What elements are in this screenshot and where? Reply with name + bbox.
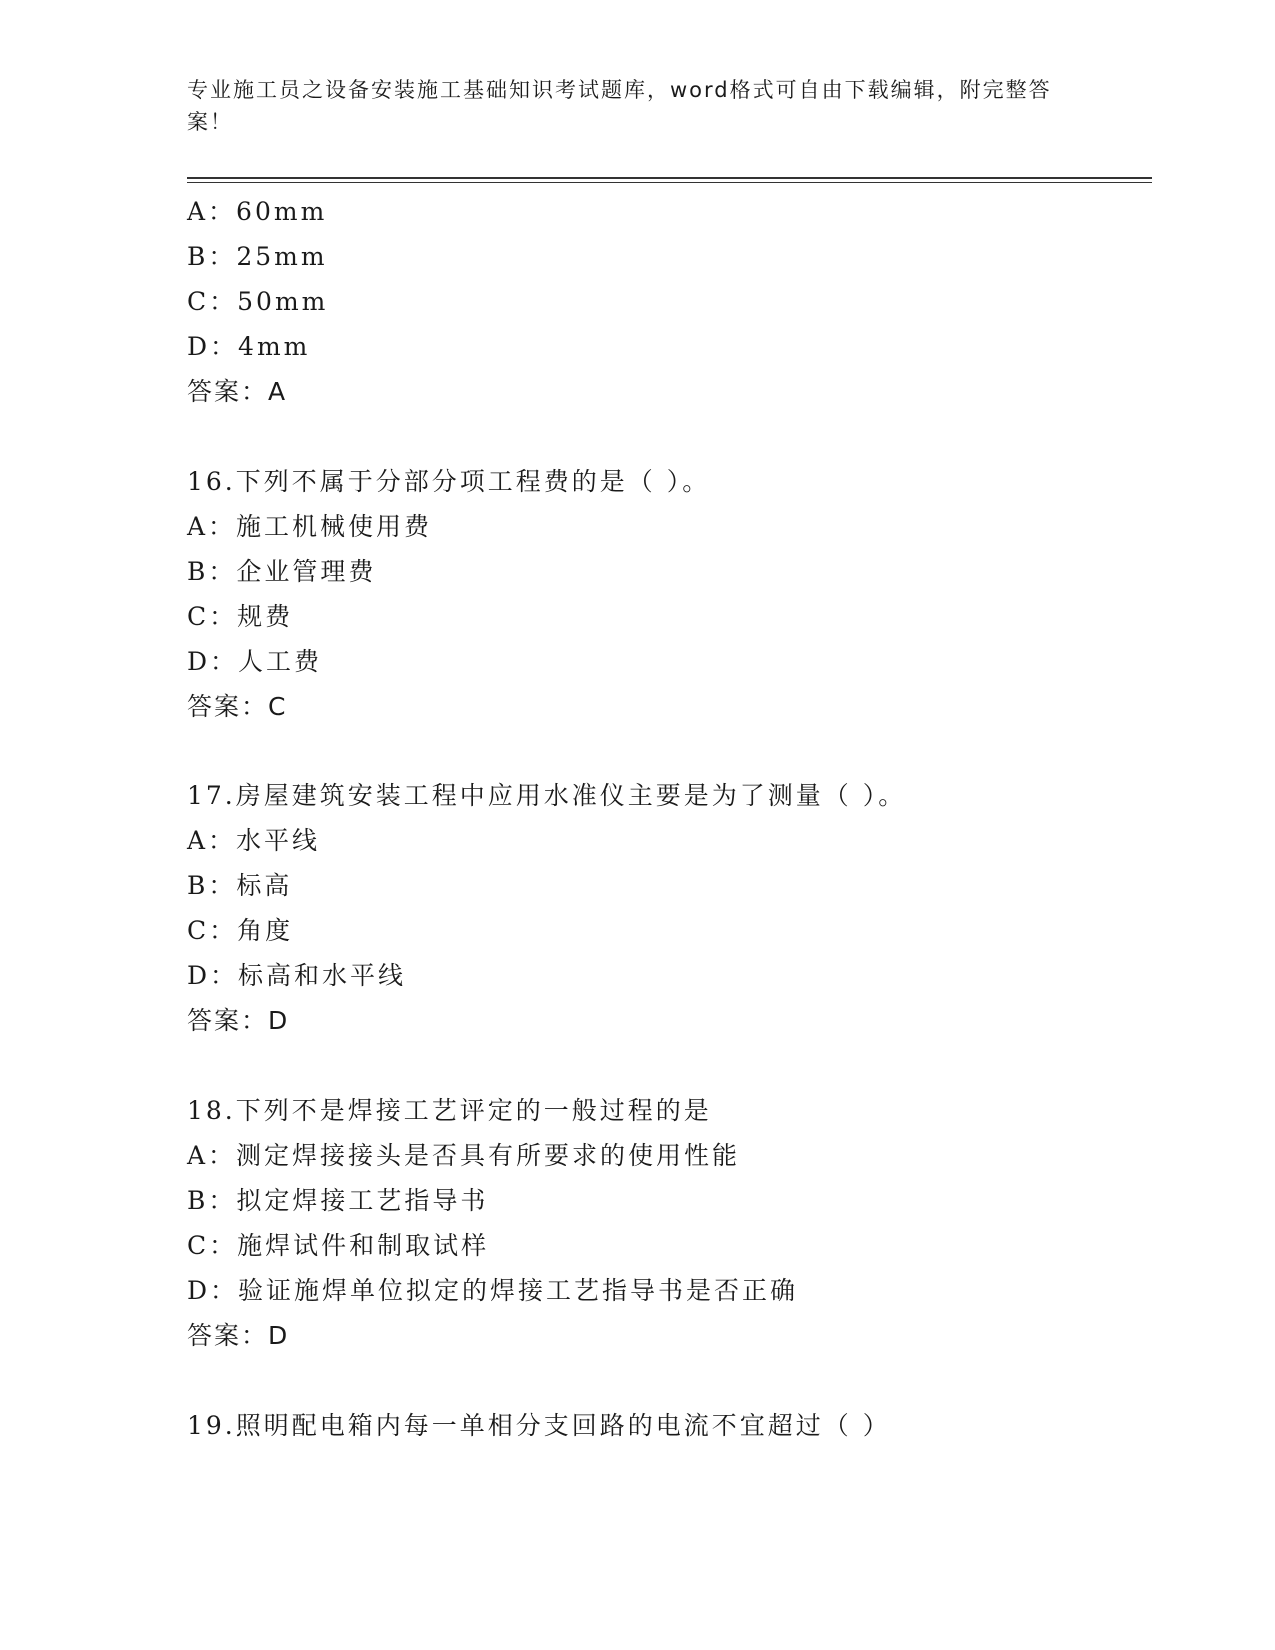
q16-option-a: A：施工机械使用费 [187,512,433,541]
q18-option-b: B：拟定焊接工艺指导书 [187,1186,489,1215]
header-divider-thin [187,182,1152,183]
q16-option-b: B：企业管理费 [187,557,377,586]
q18-answer: 答案：D [187,1321,290,1350]
q17-option-d: D：标高和水平线 [187,961,407,990]
q17-option-a: A：水平线 [187,826,321,855]
q17-answer: 答案：D [187,1006,290,1035]
q16-option-d: D：人工费 [187,647,323,676]
q17-option-b: B：标高 [187,871,293,900]
q15-answer: 答案：A [187,377,288,406]
q18-option-a: A：测定焊接接头是否具有所要求的使用性能 [187,1141,741,1170]
q15-option-b: B：25mm [187,242,328,271]
q18-question: 18.下列不是焊接工艺评定的一般过程的是 [187,1096,712,1125]
q15-option-a: A：60mm [187,197,328,226]
q15-option-c: C：50mm [187,287,329,316]
q17-question: 17.房屋建筑安装工程中应用水准仪主要是为了测量（ ）。 [187,781,907,810]
q18-option-d: D：验证施焊单位拟定的焊接工艺指导书是否正确 [187,1276,799,1305]
q16-answer: 答案：C [187,692,288,721]
q16-question: 16.下列不属于分部分项工程费的是（ ）。 [187,467,711,496]
q16-option-c: C：规费 [187,602,294,631]
header-divider [187,177,1152,179]
document-header: 专业施工员之设备安装施工基础知识考试题库，word格式可自由下载编辑，附完整答案！ [187,78,1052,134]
q15-option-d: D：4mm [187,332,311,361]
q19-question: 19.照明配电箱内每一单相分支回路的电流不宜超过（ ） [187,1411,891,1440]
q17-option-c: C：角度 [187,916,294,945]
q18-option-c: C：施焊试件和制取试样 [187,1231,490,1260]
